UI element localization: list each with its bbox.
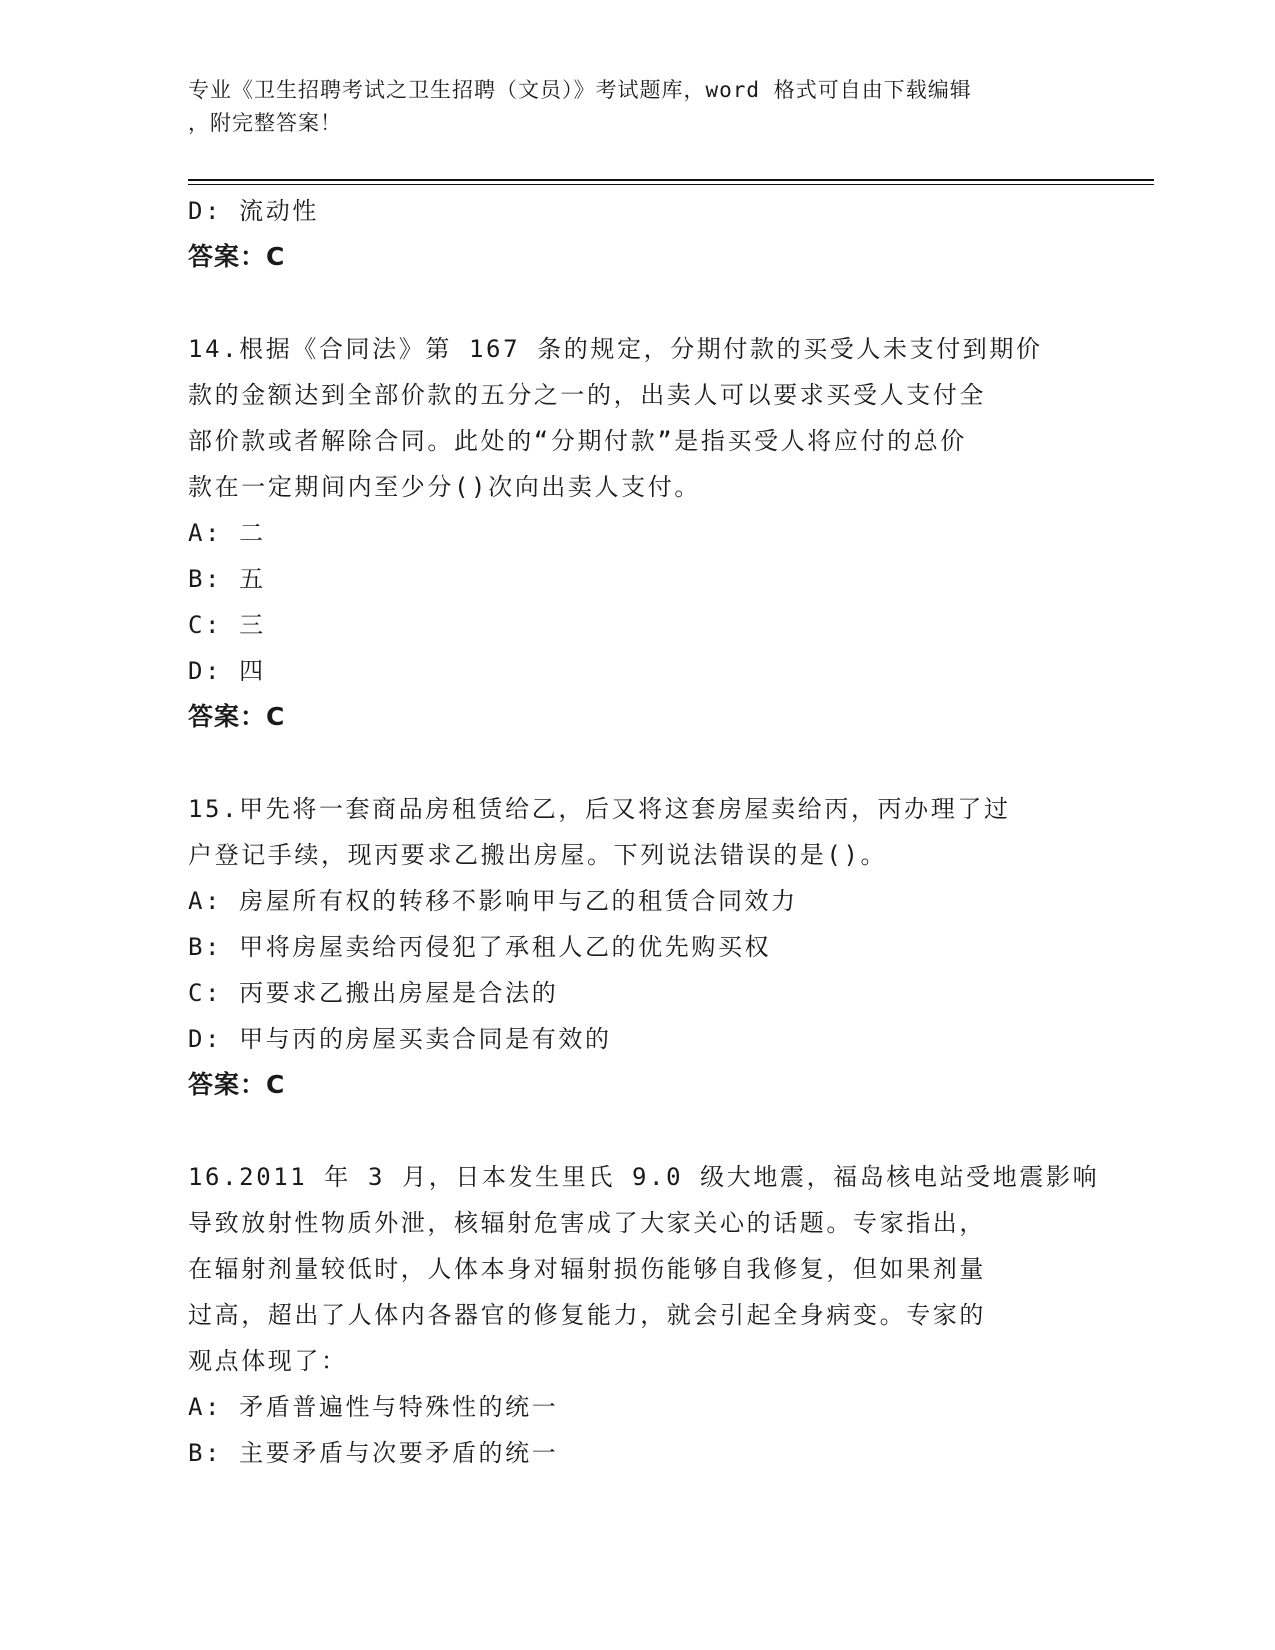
prev-option-d: D: 流动性	[188, 197, 319, 225]
header-line-2: ，附完整答案！	[188, 111, 342, 135]
question-14-option-b: B: 五	[188, 565, 266, 593]
question-14-line-1: 14.根据《合同法》第 167 条的规定，分期付款的买受人未支付到期价	[188, 335, 1043, 363]
header-divider-thick	[188, 179, 1154, 181]
question-15-option-a: A: 房屋所有权的转移不影响甲与乙的租赁合同效力	[188, 887, 798, 915]
question-14-line-4: 款在一定期间内至少分()次向出卖人支付。	[188, 473, 701, 501]
question-15-line-2: 户登记手续，现丙要求乙搬出房屋。下列说法错误的是()。	[188, 841, 888, 869]
spacer	[188, 1108, 1088, 1154]
question-15-stem	[188, 786, 1088, 878]
question-16-option-a: A: 矛盾普遍性与特殊性的统一	[188, 1393, 559, 1421]
question-16-line-2: 导致放射性物质外泄，核辐射危害成了大家关心的话题。专家指出，	[188, 1209, 986, 1237]
question-14-stem	[188, 326, 1088, 510]
question-14-line-2: 款的金额达到全部价款的五分之一的，出卖人可以要求买受人支付全	[188, 381, 986, 409]
question-16-line-1: 16.2011 年 3 月，日本发生里氏 9.0 级大地震，福岛核电站受地震影响	[188, 1163, 1100, 1191]
question-14-line-3: 部价款或者解除合同。此处的“分期付款”是指买受人将应付的总价	[188, 427, 967, 455]
question-16-line-5: 观点体现了：	[188, 1347, 348, 1375]
question-14-option-c: C: 三	[188, 611, 266, 639]
question-15-line-1: 15.甲先将一套商品房租赁给乙，后又将这套房屋卖给丙，丙办理了过	[188, 795, 1011, 823]
header-line-1: 专业《卫生招聘考试之卫生招聘（文员）》考试题库，word 格式可自由下载编辑	[188, 78, 972, 102]
document-header	[188, 74, 1088, 140]
question-15-option-b: B: 甲将房屋卖给丙侵犯了承租人乙的优先购买权	[188, 933, 772, 961]
question-14-option-a: A: 二	[188, 519, 266, 547]
question-content	[188, 188, 1100, 1476]
question-15-option-c: C: 丙要求乙搬出房屋是合法的	[188, 979, 559, 1007]
question-14-answer: 答案：C	[188, 702, 286, 731]
question-15-answer: 答案：C	[188, 1070, 286, 1099]
spacer	[188, 280, 1088, 326]
header-divider-thin	[188, 184, 1154, 185]
question-14-option-d: D: 四	[188, 657, 266, 685]
question-15-option-d: D: 甲与丙的房屋买卖合同是有效的	[188, 1025, 612, 1053]
question-16-option-b: B: 主要矛盾与次要矛盾的统一	[188, 1439, 559, 1467]
prev-answer: 答案：C	[188, 242, 286, 271]
spacer	[188, 740, 1088, 786]
question-16-line-4: 过高，超出了人体内各器官的修复能力，就会引起全身病变。专家的	[188, 1301, 986, 1329]
question-16-line-3: 在辐射剂量较低时，人体本身对辐射损伤能够自我修复，但如果剂量	[188, 1255, 986, 1283]
question-16-stem	[188, 1154, 1100, 1384]
